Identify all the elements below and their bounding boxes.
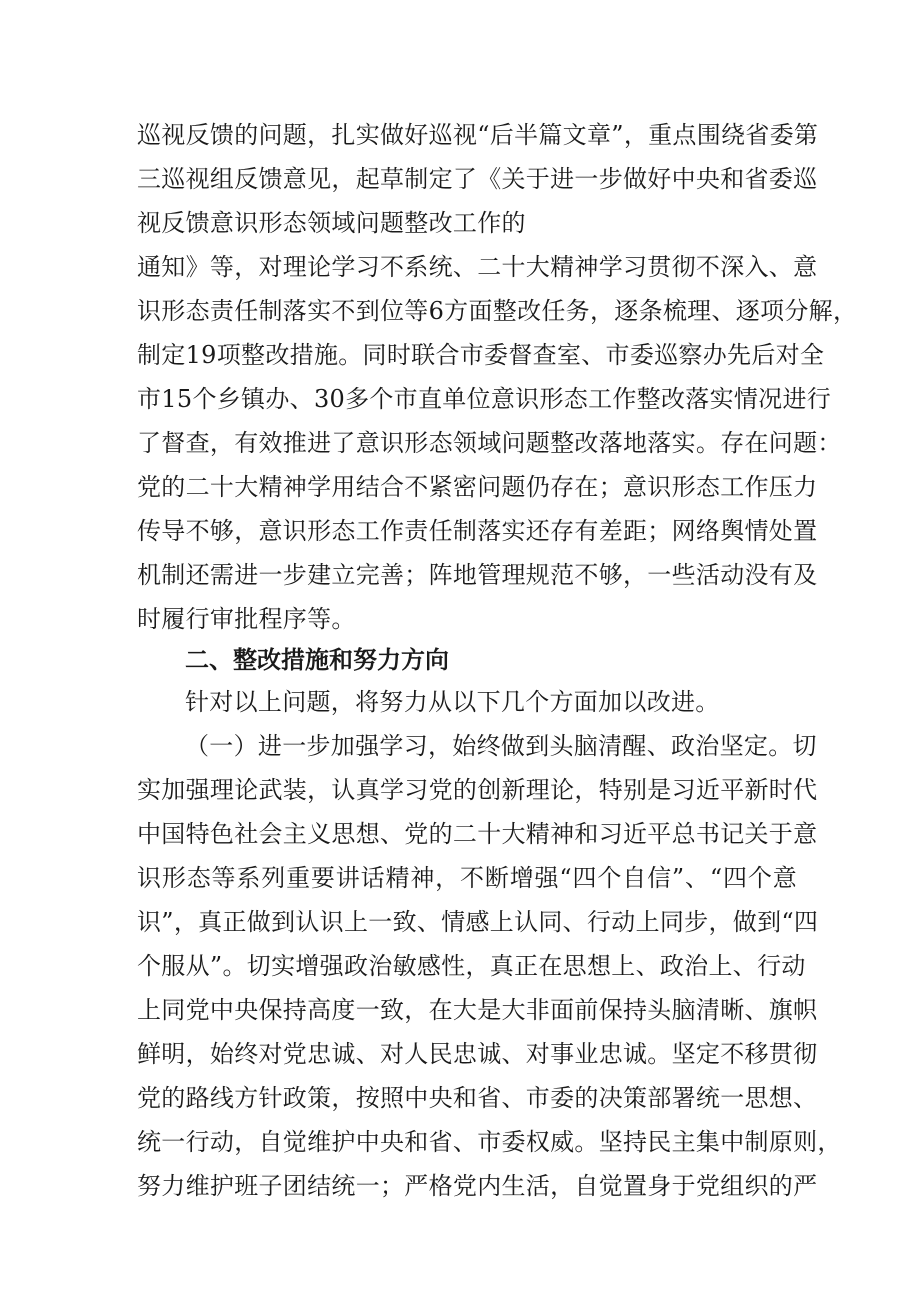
subsection-heading-line: （一）进一步加强学习，始终做到头脑清醒、政治坚定。切 xyxy=(185,732,817,760)
body-text-line: 视反馈意识形态领域问题整改工作的 xyxy=(137,209,526,237)
body-text-line: 个服从”。切实增强政治敏感性，真正在思想上、政治上、行动 xyxy=(137,952,806,980)
body-text-line: 三巡视组反馈意见，起草制定了《关于进一步做好中央和省委巡 xyxy=(137,165,818,193)
body-text-line: 市15个乡镇办、30多个市直单位意识形态工作整改落实情况进行 xyxy=(137,385,832,413)
body-text-line: 鲜明，始终对党忠诚、对人民忠诚、对事业忠诚。坚定不移贯彻 xyxy=(137,1040,818,1068)
body-text-line: 党的路线方针政策，按照中央和省、市委的决策部署统一思想、 xyxy=(137,1084,818,1112)
body-text-line: 中国特色社会主义思想、党的二十大精神和习近平总书记关于意 xyxy=(137,820,818,848)
body-text-line: 努力维护班子团结统一；严格党内生活，自觉置身于党组织的严 xyxy=(137,1172,818,1200)
body-text-line: 识形态责任制落实不到位等6方面整改任务，逐条梳理、逐项分解， xyxy=(137,297,858,325)
body-text-line: 统一行动，自觉维护中央和省、市委权威。坚持民主集中制原则， xyxy=(137,1128,842,1156)
body-text-line: 时履行审批程序等。 xyxy=(137,605,356,633)
body-text-line: 巡视反馈的问题，扎实做好巡视“后半篇文章”，重点围绕省委第 xyxy=(137,121,819,149)
body-text-line: 识形态等系列重要讲话精神，不断增强“四个自信”、“四个意 xyxy=(137,864,797,892)
body-text-line: 针对以上问题，将努力从以下几个方面加以改进。 xyxy=(185,688,720,716)
body-text-line: 上同党中央保持高度一致，在大是大非面前保持头脑清晰、旗帜 xyxy=(137,996,818,1024)
body-text-line: 了督查，有效推进了意识形态领域问题整改落地落实。存在问题： xyxy=(137,429,842,457)
body-text-line: 传导不够，意识形态工作责任制落实还存有差距；网络舆情处置 xyxy=(137,517,818,545)
section-heading: 二、整改措施和努力方向 xyxy=(185,646,449,674)
body-text-line: 识”，真正做到认识上一致、情感上认同、行动上同步，做到“四 xyxy=(137,908,819,936)
body-text-line: 机制还需进一步建立完善；阵地管理规范不够，一些活动没有及 xyxy=(137,561,818,589)
body-text-line: 实加强理论武装，认真学习党的创新理论，特别是习近平新时代 xyxy=(137,776,818,804)
body-text-line: 制定19项整改措施。同时联合市委督查室、市委巡察办先后对全 xyxy=(137,341,825,369)
body-text-line: 党的二十大精神学用结合不紧密问题仍存在；意识形态工作压力 xyxy=(137,473,818,501)
body-text-line: 通知》等，对理论学习不系统、二十大精神学习贯彻不深入、意 xyxy=(137,253,818,281)
